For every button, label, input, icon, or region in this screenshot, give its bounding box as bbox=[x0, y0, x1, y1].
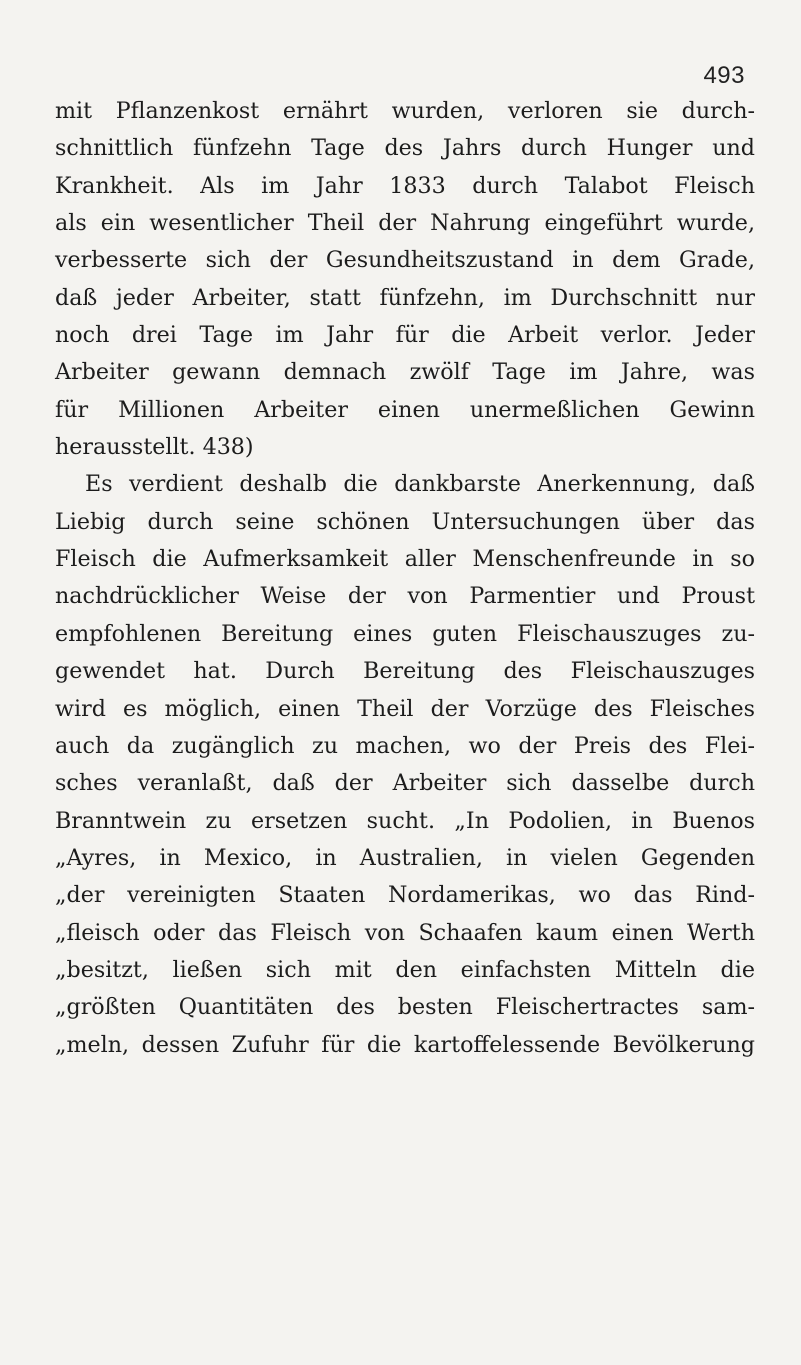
text-line: für Millionen Arbeiter einen unermeßlichen Gewinn bbox=[55, 396, 755, 423]
body-text bbox=[55, 93, 755, 1064]
text-line: Krankheit. Als im Jahr 1833 durch Talabot Fleisch bbox=[55, 172, 755, 199]
text-line: noch drei Tage im Jahr für die Arbeit verlor. Jeder bbox=[55, 322, 755, 349]
text-line: mit Pflanzenkost ernährt wurden, verloren sie durch- bbox=[55, 98, 755, 124]
text-line: als ein wesentlicher Theil der Nahrung eingeführt wurde, bbox=[55, 210, 755, 237]
text-line: empfohlenen Bereitung eines guten Fleischauszuges zu- bbox=[55, 620, 755, 647]
text-line: wird es möglich, einen Theil der Vorzüge des Fleisches bbox=[55, 695, 755, 722]
text-line: Branntwein zu ersetzen sucht. „In Podolien, in Buenos bbox=[55, 807, 755, 834]
text-line: Liebig durch seine schönen Untersuchungen über das bbox=[55, 508, 755, 535]
text-line: gewendet hat. Durch Bereitung des Fleischauszuges bbox=[55, 658, 755, 685]
text-line: nachdrücklicher Weise der von Parmentier und Proust bbox=[55, 583, 755, 610]
page-number: 493 bbox=[703, 62, 745, 89]
quoted-text-line: „besitzt, ließen sich mit den einfachsten Mitteln die bbox=[55, 956, 755, 983]
text-line: Arbeiter gewann demnach zwölf Tage im Jahre, was bbox=[55, 359, 755, 386]
quoted-text-line: „größten Quantitäten des besten Fleischertractes sam- bbox=[55, 994, 755, 1021]
text-line: Fleisch die Aufmerksamkeit aller Menschenfreunde in so bbox=[55, 546, 755, 573]
quoted-text-line: „fleisch oder das Fleisch von Schaafen kaum einen Werth bbox=[55, 919, 755, 946]
paragraph-first-line: Es verdient deshalb die dankbarste Anerkennung, daß bbox=[85, 471, 755, 498]
text-line: daß jeder Arbeiter, statt fünfzehn, im Durchschnitt nur bbox=[55, 284, 755, 311]
quoted-text-line: „meln, dessen Zufuhr für die kartoffelessende Bevölkerung bbox=[55, 1031, 755, 1058]
text-line: schnittlich fünfzehn Tage des Jahrs durch Hunger und bbox=[55, 135, 755, 162]
text-line: sches veranlaßt, daß der Arbeiter sich dasselbe durch bbox=[55, 770, 755, 797]
text-line: auch da zugänglich zu machen, wo der Preis des Flei- bbox=[55, 732, 755, 759]
quoted-text-line: „Ayres, in Mexico, in Australien, in vielen Gegenden bbox=[55, 844, 755, 871]
text-line: verbesserte sich der Gesundheitszustand in dem Grade, bbox=[55, 247, 755, 274]
text-line: herausstellt. 438) bbox=[55, 434, 254, 461]
quoted-text-line: „der vereinigten Staaten Nordamerikas, wo das Rind- bbox=[55, 882, 755, 909]
